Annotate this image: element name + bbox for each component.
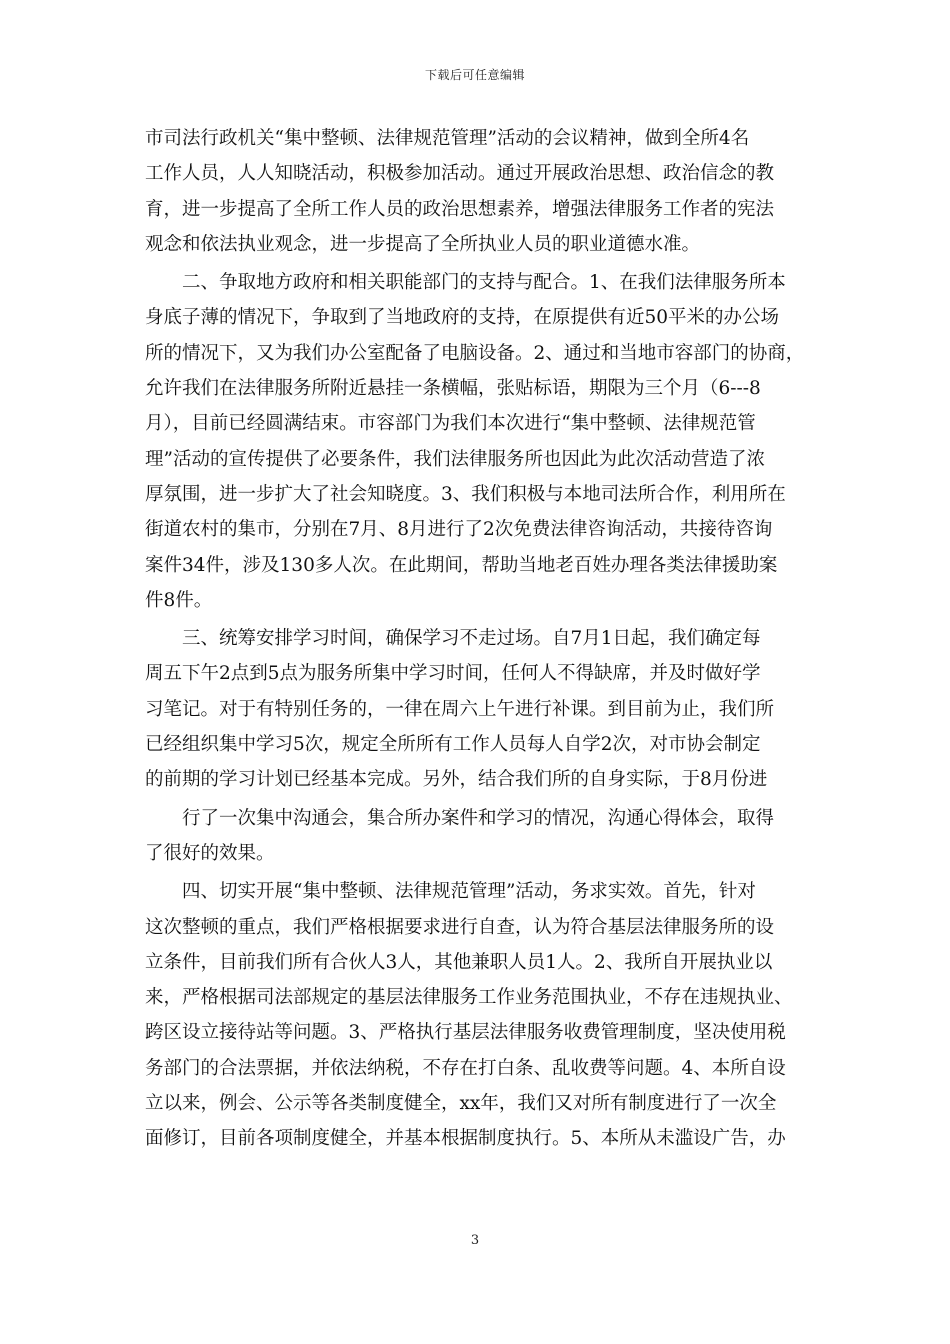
text-line: 四、切实开展“集中整顿、法律规范管理”活动，务求实效。首先，针对: [182, 881, 756, 903]
text-line: 案件34件，涉及130多人次。在此期间，帮助当地老百姓办理各类法律援助案: [145, 554, 778, 576]
paragraph: [145, 621, 810, 797]
paragraph: [145, 874, 810, 1156]
text-line: 允许我们在法律服务所附近悬挂一条横幅，张贴标语，期限为三个月（6---8: [145, 378, 761, 400]
text-line: 行了一次集中沟通会，集合所办案件和学习的情况，沟通心得体会，取得: [182, 807, 775, 829]
text-line: 月），目前已经圆满结束。市容部门为我们本次进行“集中整顿、法律规范管: [145, 413, 756, 435]
text-line: 已经组织集中学习5次，规定全所所有工作人员每人自学2次，对市协会制定: [145, 734, 761, 756]
text-line: 来，严格根据司法部规定的基层法律服务工作业务范围执业，不存在违规执业、: [145, 987, 793, 1009]
text-line: 了很好的效果。: [145, 842, 275, 864]
text-line: 理”活动的宣传提供了必要条件，我们法律服务所也因此为此次活动营造了浓: [145, 448, 765, 470]
page-number: 3: [470, 1233, 480, 1248]
text-line: 的前期的学习计划已经基本完成。另外，结合我们所的自身实际，于8月份进: [145, 769, 768, 791]
text-line: 跨区设立接待站等问题。3、严格执行基层法律服务收费管理制度，坚决使用税: [145, 1022, 786, 1044]
text-line: 件8件。: [145, 589, 213, 611]
paragraph: [145, 801, 810, 872]
text-line: 习笔记。对于有特别任务的，一律在周六上午进行补课。到目前为止，我们所: [145, 698, 775, 720]
paragraph: [145, 265, 810, 618]
document-body: [145, 121, 810, 1157]
text-line: 观念和依法执业观念，进一步提高了全所执业人员的职业道德水准。: [145, 233, 701, 255]
text-line: 周五下午2点到5点为服务所集中学习时间，任何人不得缺席，并及时做好学: [145, 663, 761, 685]
text-line: 面修订，目前各项制度健全，并基本根据制度执行。5、本所从未滥设广告，办: [145, 1128, 786, 1150]
text-line: 身底子薄的情况下，争取到了当地政府的支持，在原提供有近50平米的办公场: [145, 307, 780, 329]
text-line: 工作人员，人人知晓活动，积极参加活动。通过开展政治思想、政治信念的教: [145, 163, 775, 185]
text-line: 街道农村的集市，分别在7月、8月进行了2次免费法律咨询活动，共接待咨询: [145, 519, 773, 541]
text-line: 所的情况下，又为我们办公室配备了电脑设备。2、通过和当地市容部门的协商，: [145, 342, 805, 364]
paragraph: [145, 121, 810, 262]
text-line: 市司法行政机关“集中整顿、法律规范管理”活动的会议精神，做到全所4名: [145, 128, 750, 149]
text-line: 务部门的合法票据，并依法纳税，不存在打白条、乱收费等问题。4、本所自设: [145, 1057, 786, 1079]
text-line: 二、争取地方政府和相关职能部门的支持与配合。1、在我们法律服务所本: [182, 272, 786, 294]
text-line: 立以来，例会、公示等各类制度健全，xx年，我们又对所有制度进行了一次全: [145, 1093, 777, 1115]
text-line: 育，进一步提高了全所工作人员的政治思想素养，增强法律服务工作者的宪法: [145, 198, 775, 220]
text-line: 这次整顿的重点，我们严格根据要求进行自查，认为符合基层法律服务所的设: [145, 916, 775, 938]
text-line: 厚氛围，进一步扩大了社会知晓度。3、我们积极与本地司法所合作，利用所在: [145, 483, 786, 505]
text-line: 三、统筹安排学习时间，确保学习不走过场。自7月1日起，我们确定每: [182, 628, 761, 650]
text-line: 立条件，目前我们所有合伙人3人，其他兼职人员1人。2、我所自开展执业以: [145, 951, 773, 973]
page-header: 下载后可任意编辑: [424, 68, 525, 82]
